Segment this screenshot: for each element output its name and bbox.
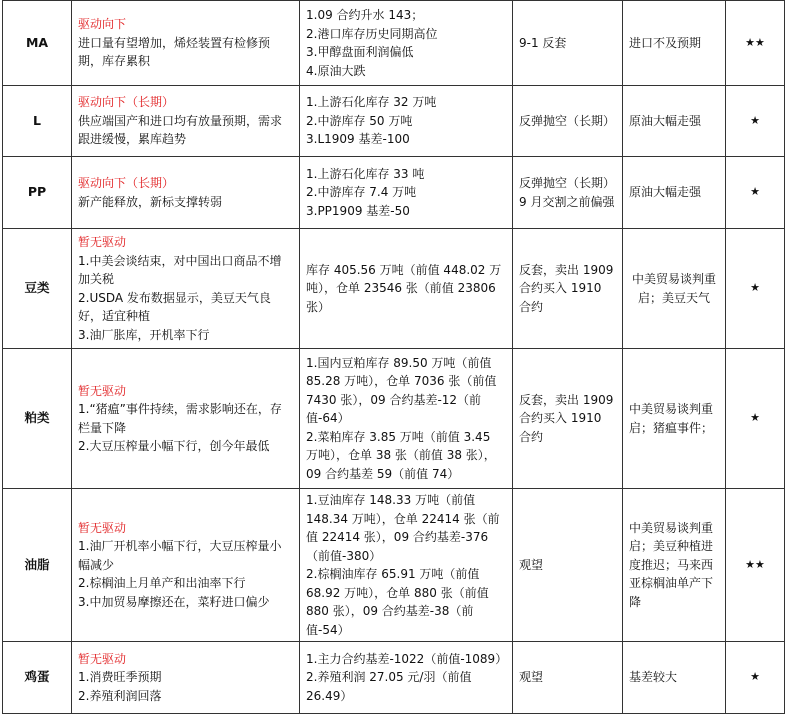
table-row <box>3 229 785 349</box>
logic-line: 新产能释放，新标支撑转弱 <box>78 194 223 209</box>
risk-cell: 原油大幅走强 <box>623 86 726 157</box>
logic-line: 3.油厂胀库，开机率下行 <box>78 327 210 342</box>
rating-stars: ★ <box>726 229 785 349</box>
point-line: 3.PP1909 基差-50 <box>306 203 410 218</box>
point-line: 1.主力合约基差-1022（前值-1089） <box>306 651 508 666</box>
logic-line: 1.油厂开机率小幅下行，大豆压榨量小幅减少 <box>78 539 282 572</box>
point-line: 1.上游石化库存 33 吨 <box>306 166 425 181</box>
logic-line: 2.棕榈油上月单产和出油率下行 <box>78 576 246 591</box>
commodity-name: 油脂 <box>3 489 72 642</box>
logic-line: 供应端国产和进口均有放量预期，需求跟进缓慢，累库趋势 <box>78 113 283 147</box>
strategy-cell: 观望 <box>513 642 623 714</box>
risk-cell: 中美贸易谈判重启；美豆种植进度推迟；马来西亚棕榈油单产下降 <box>623 489 726 642</box>
point-line: 2.港口库存历史同期高位 <box>306 26 438 41</box>
logic-line: 1.中美会谈结束，对中国出口商品不增加关税 <box>78 253 282 286</box>
commodity-name: 粕类 <box>3 349 72 489</box>
risk-cell: 基差较大 <box>623 642 726 714</box>
driver-label: 驱动向下 <box>78 17 127 32</box>
table-row <box>3 349 785 489</box>
commodity-strategy-table <box>2 0 785 714</box>
rating-stars: ★ <box>726 349 785 489</box>
key-points-cell <box>300 1 513 86</box>
key-points-cell <box>300 157 513 229</box>
risk-cell: 中美贸易谈判重启；猪瘟事件； <box>623 349 726 489</box>
rating-stars: ★ <box>726 157 785 229</box>
driver-label: 驱动向下（长期） <box>78 95 175 110</box>
point-line: 1.上游石化库存 32 万吨 <box>306 95 437 110</box>
strategy-cell: 9-1 反套 <box>513 1 623 86</box>
table-row <box>3 489 785 642</box>
risk-cell: 原油大幅走强 <box>623 157 726 229</box>
logic-line: 2.大豆压榨量小幅下行，创今年最低 <box>78 439 270 453</box>
point-line: 3.L1909 基差-100 <box>306 132 410 147</box>
risk-cell: 进口不及预期 <box>623 1 726 86</box>
strategy-cell: 观望 <box>513 489 623 642</box>
point-line: 4.原油大跌 <box>306 63 366 78</box>
driver-label: 暂无驱动 <box>78 651 127 666</box>
point-line: 1.豆油库存 148.33 万吨（前值 148.34 万吨），仓单 22414 张（前值 22414 张），09 合约基差-376（前值-380） <box>306 493 500 563</box>
point-line: 2.中游库存 7.4 万吨 <box>306 185 417 200</box>
table-row <box>3 157 785 229</box>
point-line: 库存 405.56 万吨（前值 448.02 万吨），仓单 23546 张（前值 23806 张） <box>306 262 502 314</box>
strategy-cell: 反弹抛空（长期）9 月交割之前偏强 <box>513 157 623 229</box>
key-points-cell <box>300 642 513 714</box>
risk-cell: 中美贸易谈判重启；美豆天气 <box>623 229 726 349</box>
driver-label: 暂无驱动 <box>78 383 127 398</box>
point-line: 3.甲醇盘面利润偏低 <box>306 45 414 59</box>
driver-logic-cell <box>72 642 300 714</box>
driver-logic-cell <box>72 157 300 229</box>
driver-label: 暂无驱动 <box>78 520 127 535</box>
rating-stars: ★★ <box>726 489 785 642</box>
driver-label: 暂无驱动 <box>78 235 127 249</box>
strategy-cell: 反弹抛空（长期） <box>513 86 623 157</box>
commodity-name: 鸡蛋 <box>3 642 72 714</box>
point-line: 1.09 合约升水 143； <box>306 8 424 22</box>
logic-line: 1.“猪瘟”事件持续，需求影响还在，存栏量下降 <box>78 402 282 435</box>
commodity-name: PP <box>3 157 72 229</box>
table-row <box>3 86 785 157</box>
point-line: 1.国内豆粕库存 89.50 万吨（前值 85.28 万吨），仓单 7036 张（前值 7430 张），09 合约基差-12（前值-64） <box>306 355 497 426</box>
driver-logic-cell <box>72 349 300 489</box>
logic-line: 1.消费旺季预期 <box>78 670 162 685</box>
key-points-cell <box>300 349 513 489</box>
key-points-cell <box>300 489 513 642</box>
commodity-name: L <box>3 86 72 157</box>
logic-line: 2.USDA 发布数据显示，美豆天气良好，适宜种植 <box>78 290 271 323</box>
key-points-cell <box>300 229 513 349</box>
rating-stars: ★★ <box>726 1 785 86</box>
logic-line: 进口量有望增加，烯烃装置有检修预期，库存累积 <box>78 35 271 69</box>
point-line: 2.棕榈油库存 65.91 万吨（前值 68.92 万吨），仓单 880 张（前值 880 张），09 合约基差-38（前值-54） <box>306 567 489 637</box>
point-line: 2.中游库存 50 万吨 <box>306 113 413 128</box>
logic-line: 2.养殖利润回落 <box>78 688 162 703</box>
driver-logic-cell <box>72 1 300 86</box>
table-row <box>3 642 785 714</box>
rating-stars: ★ <box>726 642 785 714</box>
table-row <box>3 1 785 86</box>
driver-label: 驱动向下（长期） <box>78 176 175 190</box>
driver-logic-cell <box>72 229 300 349</box>
strategy-cell: 反套，卖出 1909 合约买入 1910 合约 <box>513 349 623 489</box>
driver-logic-cell <box>72 86 300 157</box>
commodity-name: MA <box>3 1 72 86</box>
point-line: 2.养殖利润 27.05 元/羽（前值 26.49） <box>306 670 472 703</box>
rating-stars: ★ <box>726 86 785 157</box>
strategy-cell: 反套，卖出 1909 合约买入 1910 合约 <box>513 229 623 349</box>
point-line: 2.菜粕库存 3.85 万吨（前值 3.45 万吨），仓单 38 张（前值 38 张），09 合约基差 59（前值 74） <box>306 429 496 481</box>
key-points-cell <box>300 86 513 157</box>
driver-logic-cell <box>72 489 300 642</box>
commodity-name: 豆类 <box>3 229 72 349</box>
logic-line: 3.中加贸易摩擦还在，菜籽进口偏少 <box>78 594 270 609</box>
